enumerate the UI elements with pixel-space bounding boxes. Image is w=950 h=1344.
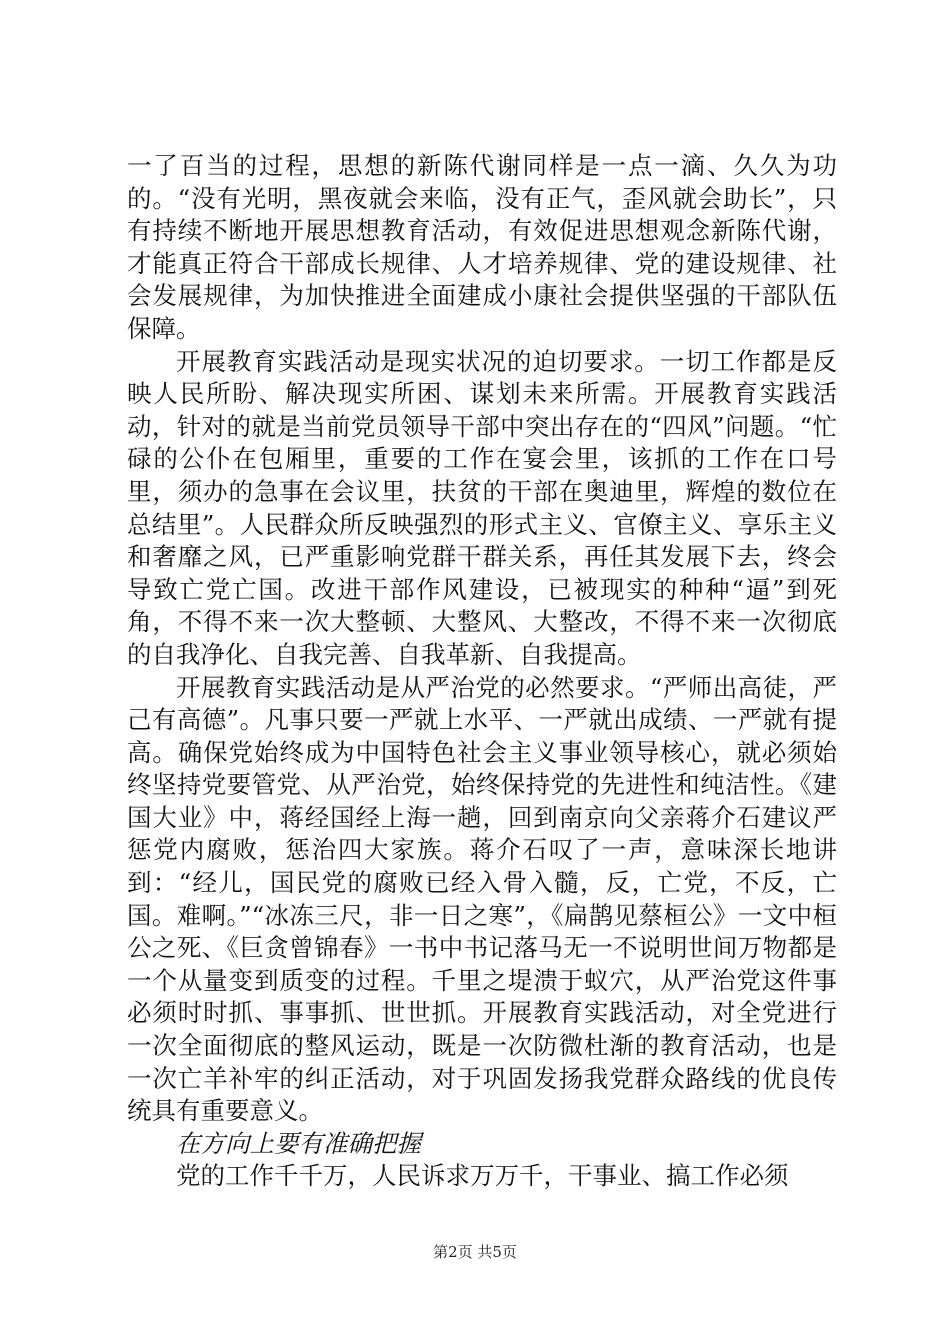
paragraph-current-situation: 开展教育实践活动是现实状况的迫切要求。一切工作都是反映人民所盼、解决现实所困、谋划未来所需。开展教育实践活动，针对的就是当前党员领导干部中突出存在的“四风”问题。“忙碌的公仆在包厢里，重要的工作在宴会里，该抓的工作在口号里，须办的急事在会议里，扶贫的干部在奥迪里，辉煌的数位在总结里”。人民群众所反映强烈的形式主义、官僚主义、享乐主义和奢靡之风，已严重影响党群干群关系，再任其发展下去，终会导致亡党亡国。改进干部作风建设，已被现实的种种“逼”到死角，不得不来一次大整顿、大整风、大整改，不得不来一次彻底的自我净化、自我完善、自我革新、自我提高。 [127, 346, 837, 669]
paragraph-party-work: 党的工作千千万，人民诉求万万千，干事业、搞工作必须 [176, 1161, 789, 1191]
paragraph-strict-governance: 开展教育实践活动是从严治党的必然要求。“严师出高徒，严己有高德”。凡事只要一严就上水平、一严就出成绩、一严就有提高。确保党始终成为中国特色社会主义事业领导核心，就必须始终坚持党要管党、从严治党，始终保持党的先进性和纯洁性。《建国大业》中，蒋经国经上海一趟，回到南京向父亲蒋介石建议严惩党内腐败，惩治四大家族。蒋介石叹了一声，意味深长地讲到：“经儿，国民党的腐败已经入骨入髓，反，亡党，不反，亡国。难啊。”“冰冻三尺，非一日之寒”，《扁鹊见蔡桓公》一文中桓公之死、《巨贪曾锦春》一书中书记落马无一不说明世间万物都是一个从量变到质变的过程。千里之堤溃于蚁穴，从严治党这件事必须时时抓、事事抓、世世抓。开展教育实践活动，对全党进行一次全面彻底的整风运动，既是一次防微杜渐的教育活动，也是一次亡羊补牢的纠正活动，对于巩固发扬我党群众路线的优良传统具有重要意义。 [127, 672, 837, 1126]
document-body [127, 150, 837, 1193]
section-heading: 在方向上要有准确把握 [176, 1128, 421, 1158]
paragraph-continuation: 一了百当的过程，思想的新陈代谢同样是一点一滴、久久为功的。“没有光明，黑夜就会来临，没有正气，歪风就会助长”，只有持续不断地开展思想教育活动，有效促进思想观念新陈代谢，才能真正符合干部成长规律、人才培养规律、党的建设规律、社会发展规律，为加快推进全面建成小康社会提供坚强的干部队伍保障。 [127, 151, 837, 343]
page-number-footer: 第2页 共5页 [433, 1243, 517, 1261]
